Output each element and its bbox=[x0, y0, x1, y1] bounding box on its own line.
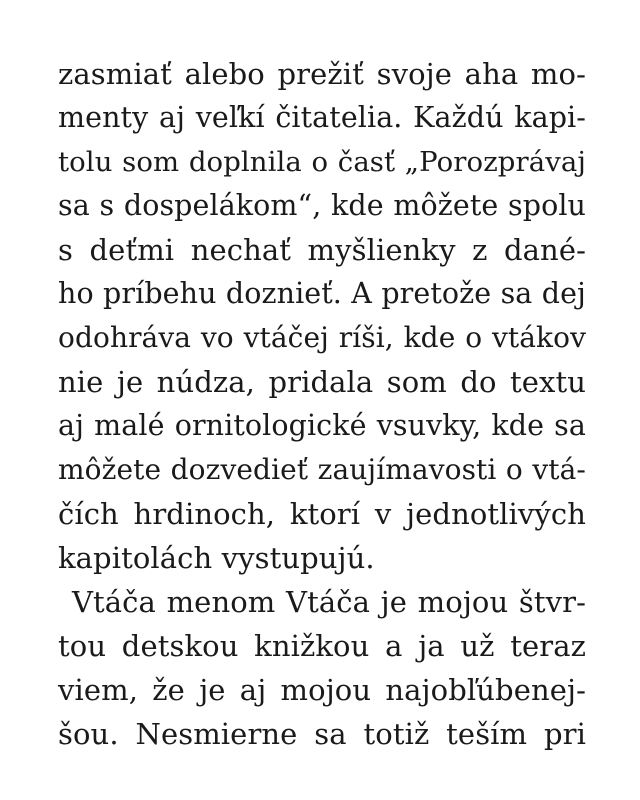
text-line: aj malé ornitologické vsuvky, kde sa bbox=[58, 409, 586, 442]
text-line: tolu som doplnila o časť „Porozprávaj bbox=[58, 146, 586, 178]
text-line: môžete dozvedieť zaujímavosti o vtá- bbox=[58, 453, 586, 486]
text-line-paragraph-end: kapitolách vystupujú. bbox=[58, 541, 375, 575]
text-line: tou detskou knižkou a ja už teraz bbox=[58, 629, 586, 663]
text-line: ho príbehu doznieť. A pretože sa dej bbox=[58, 277, 586, 310]
text-line: s deťmi nechať myšlienky z dané- bbox=[58, 233, 586, 267]
text-line: nie je núdza, pridala som do textu bbox=[58, 365, 586, 399]
text-line: čích hrdinoch, ktorí v jednotlivých bbox=[58, 497, 586, 531]
text-line: zasmiať alebo prežiť svoje aha mo- bbox=[58, 57, 586, 91]
text-line-paragraph-start: Vtáča menom Vtáča je mojou štvr- bbox=[72, 585, 586, 619]
text-line: sa s dospelákom“, kde môžete spolu bbox=[58, 189, 586, 222]
text-line: odohráva vo vtáčej ríši, kde o vtákov bbox=[58, 321, 586, 354]
text-line: menty aj veľkí čitatelia. Každú kapi- bbox=[58, 101, 586, 134]
text-line: šou. Nesmierne sa totiž teším pri bbox=[58, 717, 586, 751]
body-text bbox=[58, 52, 586, 756]
text-line: viem, že je aj mojou najobľúbenej- bbox=[58, 673, 586, 707]
